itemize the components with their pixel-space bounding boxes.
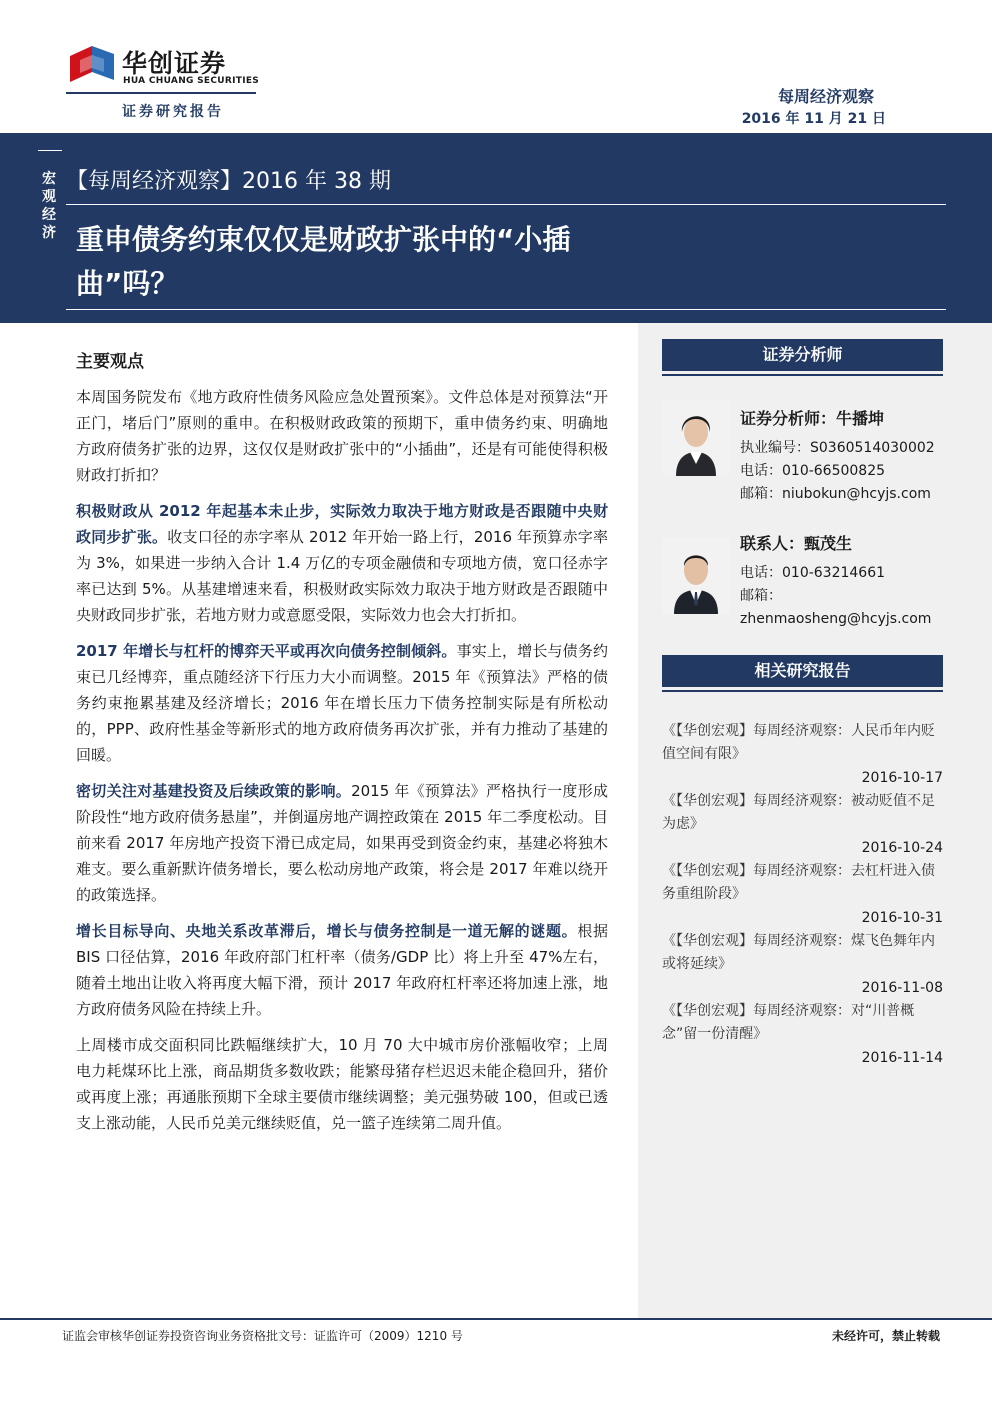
footer-license: 证监会审核华创证券投资咨询业务资格批文号：证监许可（2009）1210 号 bbox=[62, 1329, 463, 1343]
paragraph-lead: 密切关注对基建投资及后续政策的影响。 bbox=[76, 782, 352, 800]
paragraph bbox=[76, 1032, 608, 1136]
company-logo bbox=[66, 42, 260, 98]
list-item[interactable] bbox=[662, 720, 943, 790]
category-bracket bbox=[38, 150, 62, 164]
report-type-label: 证券研究报告 bbox=[122, 104, 224, 120]
analyst-email[interactable]: 邮箱：niubokun@hcyjs.com bbox=[740, 486, 931, 502]
main-content bbox=[76, 347, 608, 1146]
list-item[interactable] bbox=[662, 930, 943, 1000]
report-series: 每周经济观察 bbox=[777, 87, 874, 106]
report-link[interactable]: 《【华创宏观】每周经济观察：去杠杆进入债务重组阶段》 bbox=[662, 863, 935, 902]
analyst-photo bbox=[662, 400, 730, 476]
paragraph-body: 2015 年《预算法》严格执行一度形成阶段性“地方政府债务悬崖”，并倒逼房地产调控政策在 2015 年二季度松动。目前来看 2017 年房地产投资下滑已成定局，如果再受到资金约束，基建必将独木难支。要么重新默许债务增长，要么松动房地产政策，将会是 2017 年难以绕开的政策选择。 bbox=[76, 782, 608, 904]
report-link[interactable]: 《【华创宏观】每周经济观察：被动贬值不足为虑》 bbox=[662, 793, 935, 832]
related-reports-list bbox=[662, 720, 943, 1070]
banner-divider bbox=[66, 204, 946, 205]
logo-cube-icon bbox=[66, 42, 116, 92]
paragraph-body: 事实上，增长与债务约束已几经博弈，重点随经济下行压力大小而调整。2015 年《预算法》严格的债务约束拖累基建及经济增长；2016 年在增长压力下债务控制实际是有所松动的，PPP、政府性基金等新形式的地方政府债务再次扩张，并有力推动了基建的回暖。 bbox=[76, 642, 608, 764]
logo-english-name: HUA CHUANG SECURITIES bbox=[123, 76, 260, 86]
logo-divider bbox=[66, 92, 256, 94]
report-date: 2016-11-14 bbox=[861, 1050, 943, 1066]
paragraph-body: 上周楼市成交面积同比跌幅继续扩大，10 月 70 大中城市房价涨幅收窄；上周电力耗煤环比上涨，商品期货多数收跌；能繁母猪存栏迟迟未能企稳回升，猪价或再度上涨；再通胀预期下全球主要债市继续调整；美元强势破 100，但或已透支上涨动能，人民币兑美元继续贬值，兑一篮子连续第二周升值。 bbox=[76, 1036, 608, 1132]
report-date: 2016 年 11 月 21 日 bbox=[741, 111, 886, 127]
paragraph bbox=[76, 384, 608, 488]
person-icon bbox=[662, 538, 730, 614]
paragraph bbox=[76, 778, 608, 908]
list-item[interactable] bbox=[662, 860, 943, 930]
contact-email-label: 邮箱： bbox=[740, 588, 782, 604]
paragraph-lead: 2017 年增长与杠杆的博弈天平或再次向债务控制倾斜。 bbox=[76, 642, 457, 660]
contact-email[interactable]: zhenmaosheng@hcyjs.com bbox=[740, 611, 932, 627]
list-item[interactable] bbox=[662, 790, 943, 860]
analyst-info bbox=[740, 406, 950, 506]
section-heading: 主要观点 bbox=[76, 352, 144, 372]
analyst-cert-number: 执业编号：S0360514030002 bbox=[740, 440, 935, 456]
banner-divider-bottom bbox=[66, 309, 946, 310]
paragraph bbox=[76, 498, 608, 628]
person-icon bbox=[662, 400, 730, 476]
report-date: 2016-10-24 bbox=[861, 840, 943, 856]
contact-phone: 电话：010-63214661 bbox=[740, 565, 886, 581]
footer-copyright: 未经许可，禁止转载 bbox=[831, 1329, 940, 1343]
paragraph bbox=[76, 638, 608, 768]
report-date: 2016-11-08 bbox=[861, 980, 943, 996]
contact-name: 联系人：甄茂生 bbox=[740, 534, 853, 553]
report-title: 重申债务约束仅仅是财政扩张中的“小插曲”吗？ bbox=[76, 223, 571, 300]
paragraph-lead: 增长目标导向、央地关系改革滞后，增长与债务控制是一道无解的谜题。 bbox=[76, 922, 578, 940]
related-reports-header: 相关研究报告 bbox=[662, 655, 943, 687]
analyst-phone: 电话：010-66500825 bbox=[740, 463, 886, 479]
paragraph-lead: 积极财政从 2012 年起基本未止步，实际效力取决于地方财政是否跟随中央财政同步扩张。 bbox=[76, 502, 608, 546]
analyst-name: 证券分析师：牛播坤 bbox=[740, 409, 885, 428]
report-link[interactable]: 《【华创宏观】每周经济观察：对“川普概念”留一份清醒》 bbox=[662, 1003, 915, 1042]
footer-divider bbox=[0, 1318, 992, 1320]
logo-chinese-name: 华创证券 bbox=[122, 49, 227, 78]
list-item[interactable] bbox=[662, 1000, 943, 1070]
paragraph-body: 收支口径的赤字率从 2012 年开始一路上行，2016 年预算赤字率为 3%，如果进一步纳入合计 1.4 万亿的专项金融债和专项地方债，宽口径赤字率已达到 5%。从基建增速来看，积极财政实际效力取决于地方财政是否跟随中央财政同步扩张，若地方财力或意愿受限，实际效力也会大打折扣。 bbox=[76, 528, 608, 624]
paragraph bbox=[76, 918, 608, 1022]
contact-info bbox=[740, 531, 950, 631]
report-link[interactable]: 《【华创宏观】每周经济观察：人民币年内贬值空间有限》 bbox=[662, 723, 935, 762]
issue-label: 【每周经济观察】2016 年 38 期 bbox=[66, 169, 391, 194]
analyst-section-header: 证券分析师 bbox=[662, 339, 943, 371]
related-reports-rule bbox=[662, 690, 943, 692]
report-link[interactable]: 《【华创宏观】每周经济观察：煤飞色舞年内或将延续》 bbox=[662, 933, 935, 972]
paragraph-body: 本周国务院发布《地方政府性债务风险应急处置预案》。文件总体是对预算法“开正门，堵后门”原则的重申。在积极财政政策的预期下，重申债务约束、明确地方政府债务扩张的边界，这仅仅是财政扩张中的“小插曲”，还是有可能使得积极财政打折扣？ bbox=[76, 388, 608, 484]
category-label: 宏观经济 bbox=[42, 171, 56, 241]
report-date: 2016-10-17 bbox=[861, 770, 943, 786]
paragraph-body: 根据 BIS 口径估算，2016 年政府部门杠杆率（债务/GDP 比）将上升至 47%左右，随着土地出让收入将再度大幅下滑，预计 2017 年政府杠杆率还将加速上涨，地方政府债务风险在持续上升。 bbox=[76, 922, 608, 1018]
contact-photo bbox=[662, 538, 730, 614]
analyst-section-rule bbox=[662, 374, 943, 376]
report-date: 2016-10-31 bbox=[861, 910, 943, 926]
